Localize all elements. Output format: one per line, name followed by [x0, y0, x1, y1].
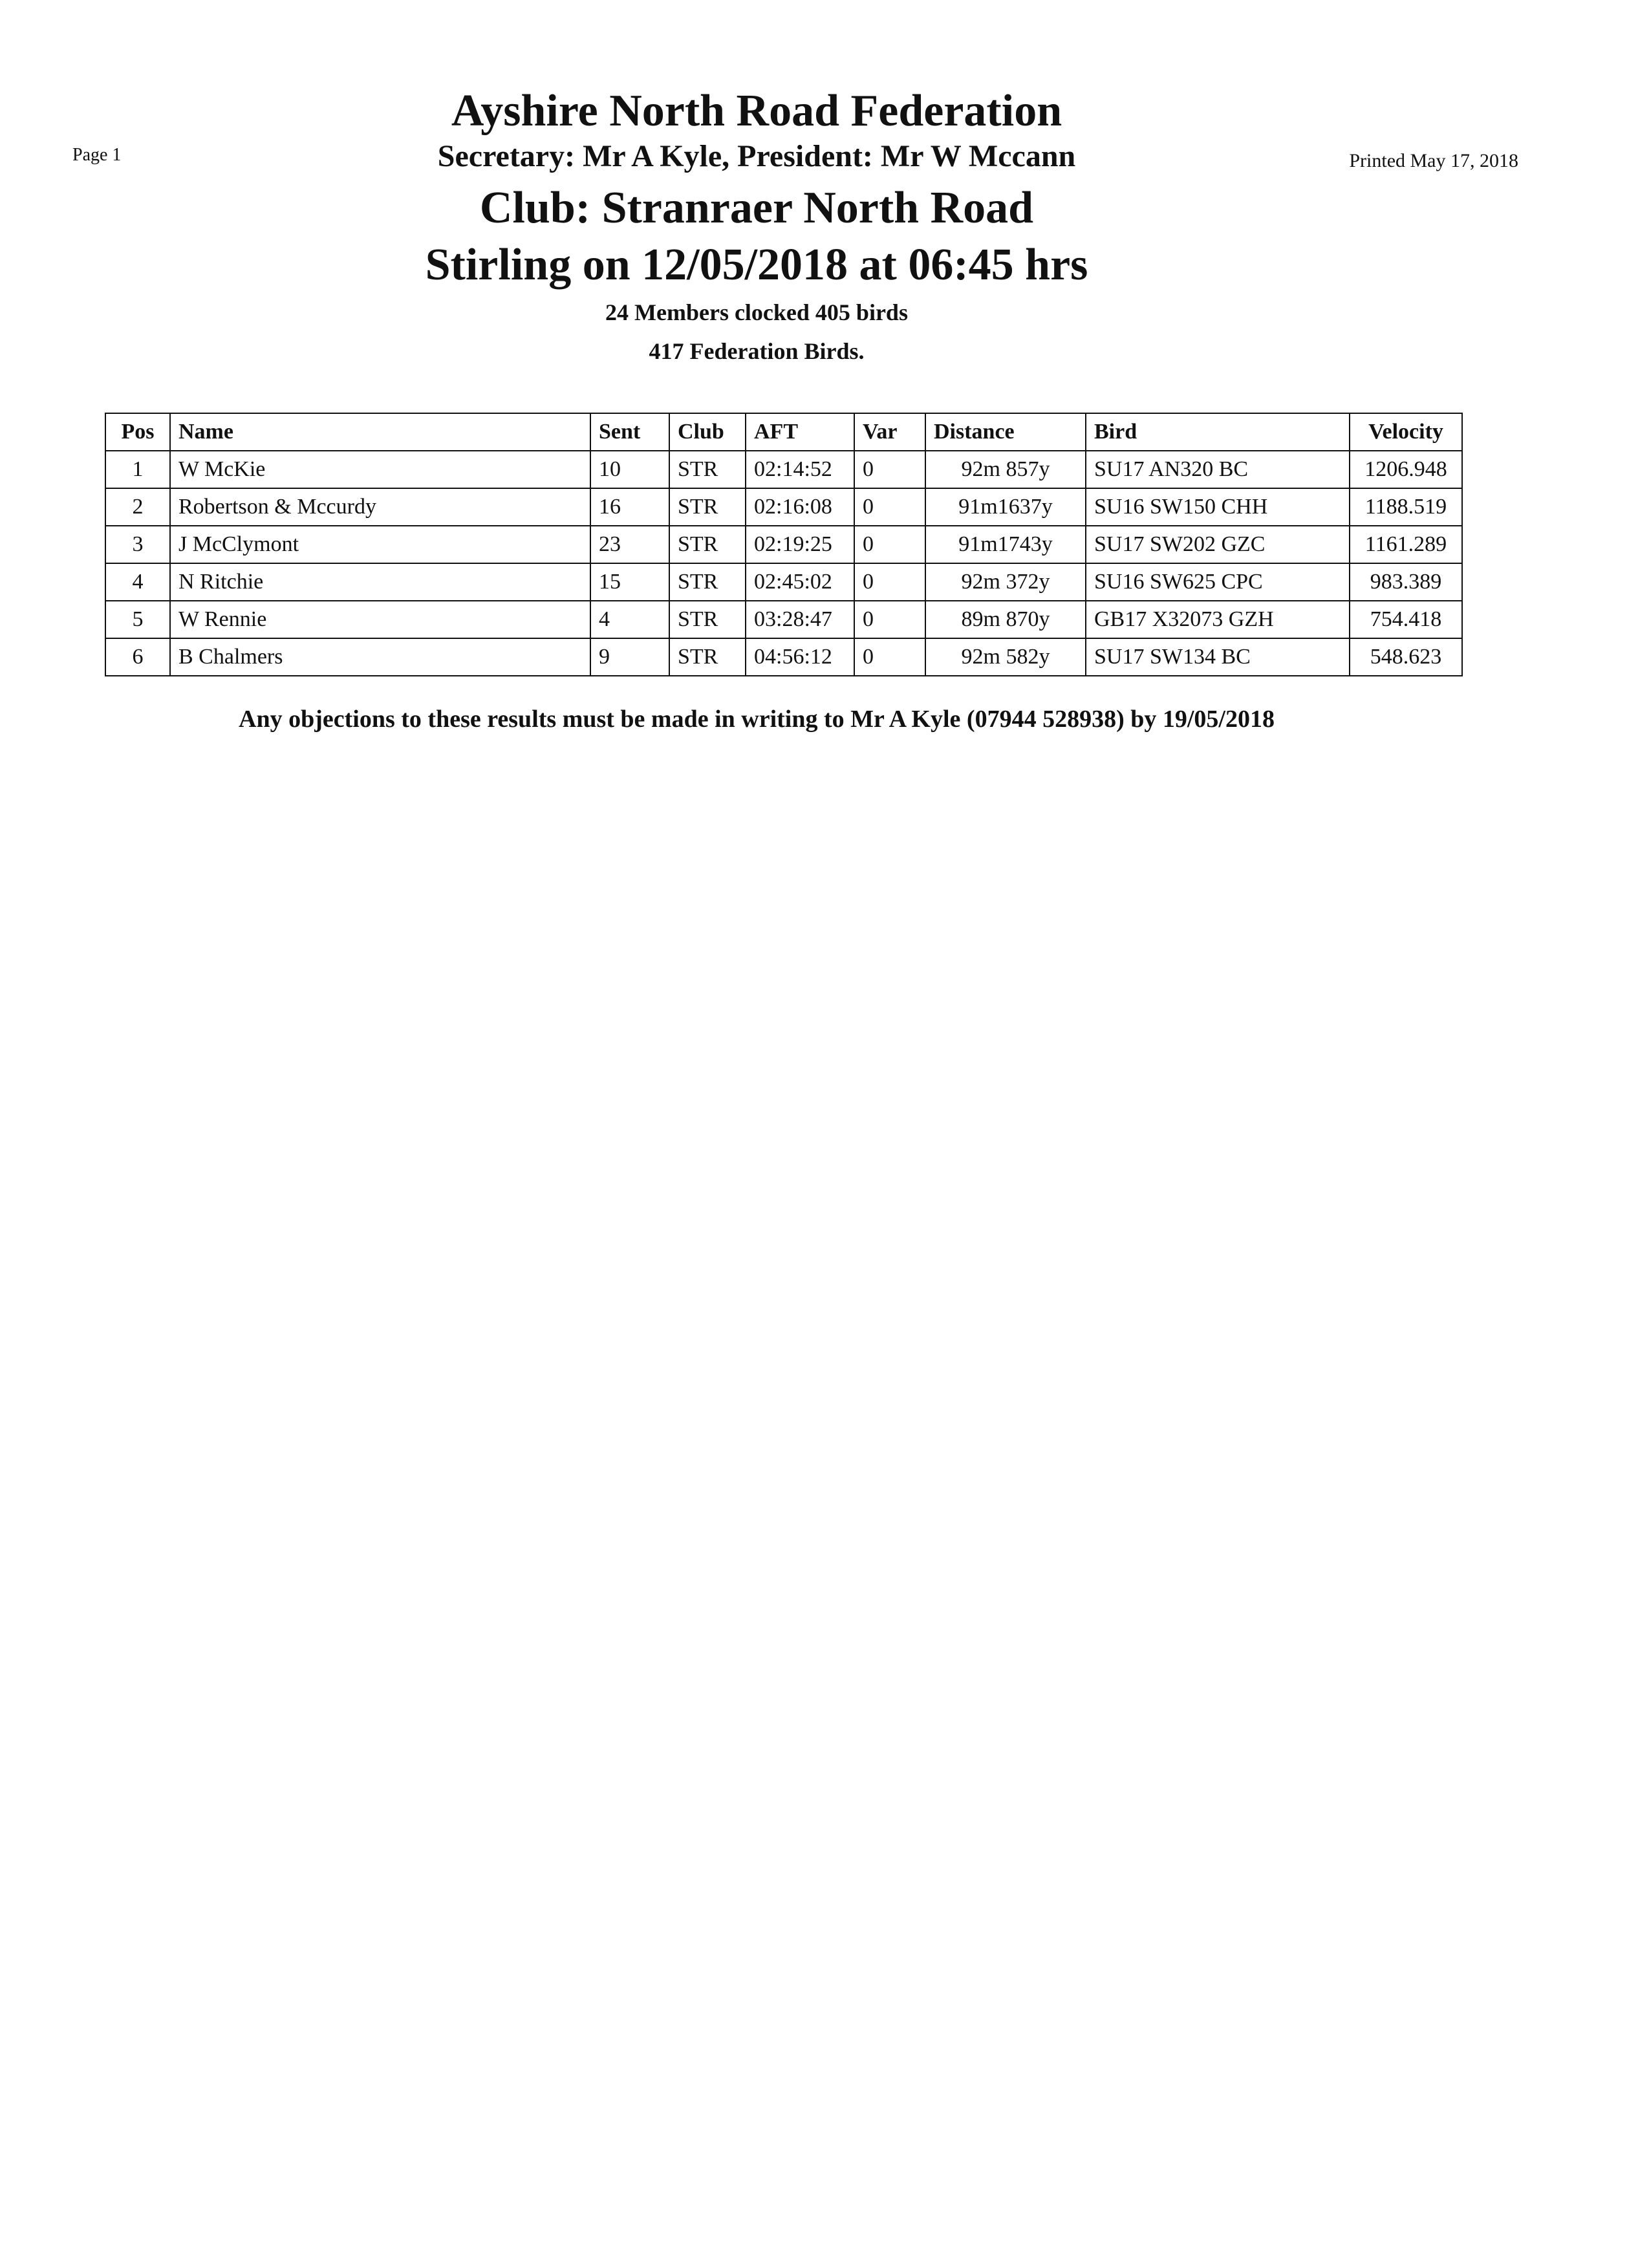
cell-name: Robertson & Mccurdy	[170, 488, 590, 526]
cell-distance: 92m 857y	[925, 451, 1086, 488]
cell-bird: SU17 AN320 BC	[1086, 451, 1350, 488]
cell-sent: 9	[590, 638, 669, 676]
cell-sent: 16	[590, 488, 669, 526]
cell-club: STR	[669, 601, 746, 638]
cell-pos: 6	[105, 638, 170, 676]
cell-pos: 3	[105, 526, 170, 563]
cell-bird: GB17 X32073 GZH	[1086, 601, 1350, 638]
cell-pos: 4	[105, 563, 170, 601]
cell-aft: 03:28:47	[746, 601, 854, 638]
cell-velocity: 548.623	[1350, 638, 1462, 676]
col-header-name: Name	[170, 413, 590, 451]
results-header-row	[105, 413, 1462, 451]
results-table	[105, 413, 1463, 676]
federation-birds-summary: 417 Federation Birds.	[649, 338, 865, 364]
cell-aft: 02:14:52	[746, 451, 854, 488]
officials-line: Secretary: Mr A Kyle, President: Mr W Mccann	[437, 139, 1076, 173]
cell-name: W Rennie	[170, 601, 590, 638]
cell-club: STR	[669, 488, 746, 526]
cell-sent: 23	[590, 526, 669, 563]
cell-club: STR	[669, 451, 746, 488]
table-row	[105, 601, 1462, 638]
table-row	[105, 563, 1462, 601]
cell-velocity: 1206.948	[1350, 451, 1462, 488]
cell-velocity: 754.418	[1350, 601, 1462, 638]
col-header-club: Club	[669, 413, 746, 451]
club-line: Club: Stranraer North Road	[479, 183, 1034, 233]
cell-bird: SU17 SW202 GZC	[1086, 526, 1350, 563]
cell-distance: 92m 582y	[925, 638, 1086, 676]
cell-pos: 2	[105, 488, 170, 526]
cell-name: W McKie	[170, 451, 590, 488]
cell-velocity: 1161.289	[1350, 526, 1462, 563]
objections-note: Any objections to these results must be made in writing to Mr A Kyle (07944 528938) by 19/05/2018	[239, 706, 1275, 733]
cell-club: STR	[669, 638, 746, 676]
cell-pos: 1	[105, 451, 170, 488]
cell-velocity: 1188.519	[1350, 488, 1462, 526]
cell-name: N Ritchie	[170, 563, 590, 601]
col-header-sent: Sent	[590, 413, 669, 451]
cell-var: 0	[854, 638, 925, 676]
cell-var: 0	[854, 526, 925, 563]
members-summary: 24 Members clocked 405 birds	[605, 299, 908, 325]
table-row	[105, 488, 1462, 526]
col-header-velocity: Velocity	[1350, 413, 1462, 451]
cell-sent: 4	[590, 601, 669, 638]
cell-bird: SU16 SW150 CHH	[1086, 488, 1350, 526]
table-row	[105, 451, 1462, 488]
printed-date: Printed May 17, 2018	[1349, 150, 1518, 171]
col-header-bird: Bird	[1086, 413, 1350, 451]
cell-distance: 92m 372y	[925, 563, 1086, 601]
cell-club: STR	[669, 563, 746, 601]
table-row	[105, 638, 1462, 676]
cell-aft: 02:19:25	[746, 526, 854, 563]
cell-var: 0	[854, 488, 925, 526]
cell-distance: 91m1743y	[925, 526, 1086, 563]
federation-title: Ayshire North Road Federation	[451, 86, 1062, 136]
cell-aft: 02:45:02	[746, 563, 854, 601]
cell-var: 0	[854, 563, 925, 601]
col-header-aft: AFT	[746, 413, 854, 451]
table-row	[105, 526, 1462, 563]
cell-bird: SU16 SW625 CPC	[1086, 563, 1350, 601]
cell-name: J McClymont	[170, 526, 590, 563]
cell-sent: 15	[590, 563, 669, 601]
cell-pos: 5	[105, 601, 170, 638]
col-header-var: Var	[854, 413, 925, 451]
col-header-pos: Pos	[105, 413, 170, 451]
cell-var: 0	[854, 451, 925, 488]
page-number: Page 1	[72, 145, 122, 165]
cell-var: 0	[854, 601, 925, 638]
cell-bird: SU17 SW134 BC	[1086, 638, 1350, 676]
cell-club: STR	[669, 526, 746, 563]
cell-aft: 02:16:08	[746, 488, 854, 526]
cell-distance: 91m1637y	[925, 488, 1086, 526]
race-line: Stirling on 12/05/2018 at 06:45 hrs	[425, 240, 1088, 290]
cell-sent: 10	[590, 451, 669, 488]
col-header-distance: Distance	[925, 413, 1086, 451]
cell-name: B Chalmers	[170, 638, 590, 676]
cell-distance: 89m 870y	[925, 601, 1086, 638]
cell-velocity: 983.389	[1350, 563, 1462, 601]
cell-aft: 04:56:12	[746, 638, 854, 676]
